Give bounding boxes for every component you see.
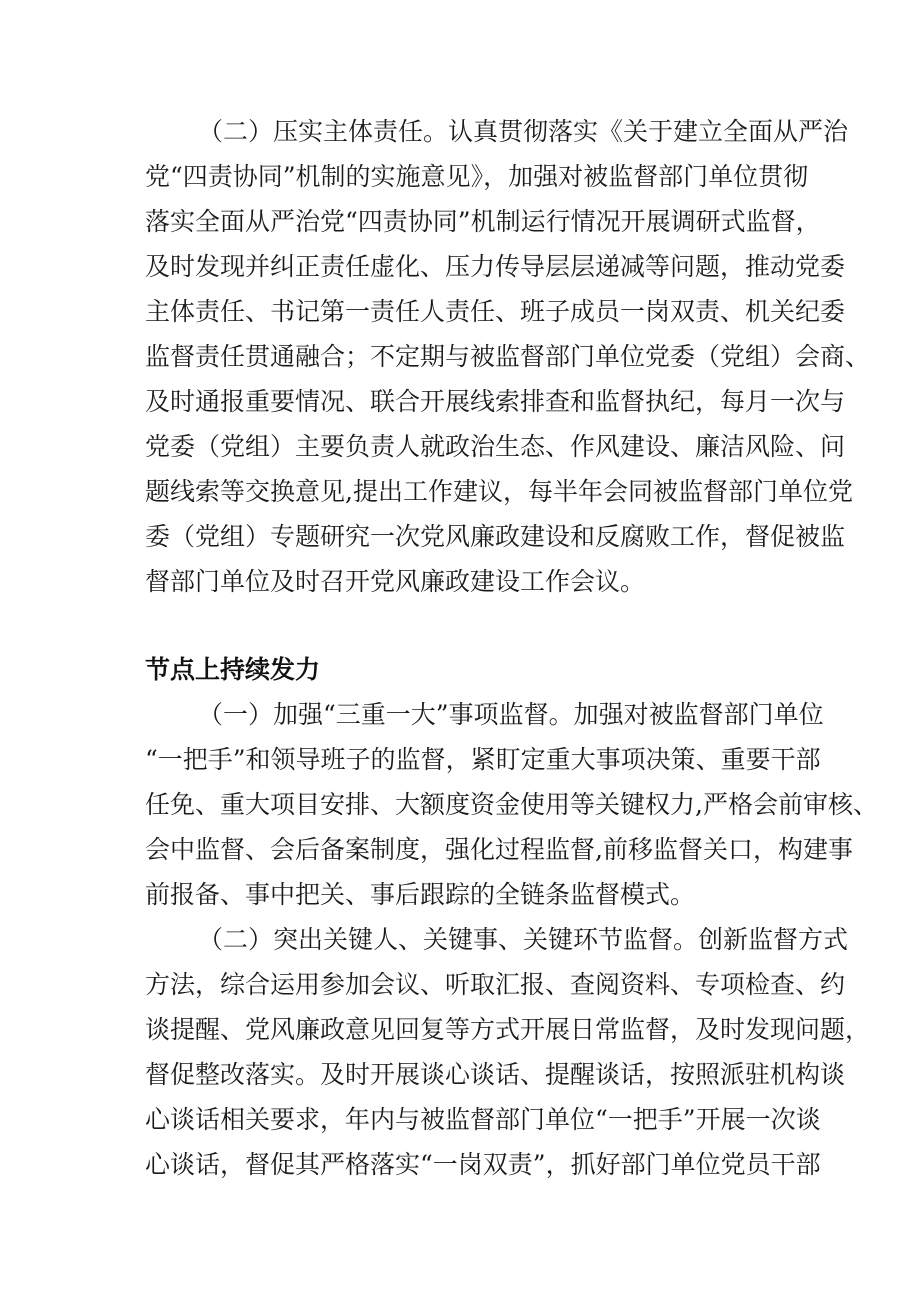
- paragraph-line: 党“四责协同”机制的实施意见》，加强对被监督部门单位贯彻: [145, 162, 809, 191]
- paragraph-line: 落实全面从严治党“四责协同”机制运行情况开展调研式监督，: [145, 207, 821, 236]
- paragraph-line: 党委（党组）主要负责人就政治生态、作风建设、廉洁风险、问: [145, 432, 846, 461]
- paragraph-line: 方法，综合运用参加会议、听取汇报、查阅资料、专项检查、约: [145, 970, 846, 999]
- paragraph-line: 委（党组）专题研究一次党风廉政建设和反腐败工作，督促被监: [145, 522, 846, 551]
- paragraph-line: 督促整改落实。及时开展谈心谈话、提醒谈话，按照派驻机构谈: [145, 1060, 846, 1089]
- paragraph-line: 心谈话相关要求，年内与被监督部门单位“一把手”开展一次谈: [145, 1105, 821, 1134]
- paragraph-line: 及时通报重要情况、联合开展线索排查和监督执纪，每月一次与: [145, 387, 846, 416]
- paragraph-line: 任免、重大项目安排、大额度资金使用等关键权力,严格会前审核、: [145, 790, 878, 819]
- paragraph-line: （二）压实主体责任。认真贯彻落实《关于建立全面从严治: [198, 117, 849, 146]
- paragraph-line: 前报备、事中把关、事后跟踪的全链条监督模式。: [145, 880, 696, 909]
- paragraph-line: 心谈话，督促其严格落实“一岗双责”，抓好部门单位党员干部: [145, 1150, 821, 1179]
- paragraph-line: 主体责任、书记第一责任人责任、班子成员一岗双责、机关纪委: [145, 297, 846, 326]
- paragraph-line: 及时发现并纠正责任虚化、压力传导层层递减等问题，推动党委: [145, 252, 846, 281]
- paragraph-line: 督部门单位及时召开党风廉政建设工作会议。: [145, 567, 646, 596]
- paragraph-line: （二）突出关键人、关键事、关键环节监督。创新监督方式: [198, 925, 849, 954]
- paragraph-line: 题线索等交换意见,提出工作建议，每半年会同被监督部门单位党: [145, 477, 853, 506]
- paragraph-line: “一把手”和领导班子的监督，紧盯定重大事项决策、重要干部: [145, 745, 821, 774]
- paragraph-line: 监督责任贯通融合；不定期与被监督部门单位党委（党组）会商、: [145, 342, 871, 371]
- section-heading: 节点上持续发力: [145, 655, 321, 684]
- paragraph-line: 谈提醒、党风廉政意见回复等方式开展日常监督，及时发现问题，: [145, 1015, 871, 1044]
- paragraph-line: 会中监督、会后备案制度，强化过程监督,前移监督关口，构建事: [145, 835, 853, 864]
- paragraph-line: （一）加强“三重一大”事项监督。加强对被监督部门单位: [198, 700, 824, 729]
